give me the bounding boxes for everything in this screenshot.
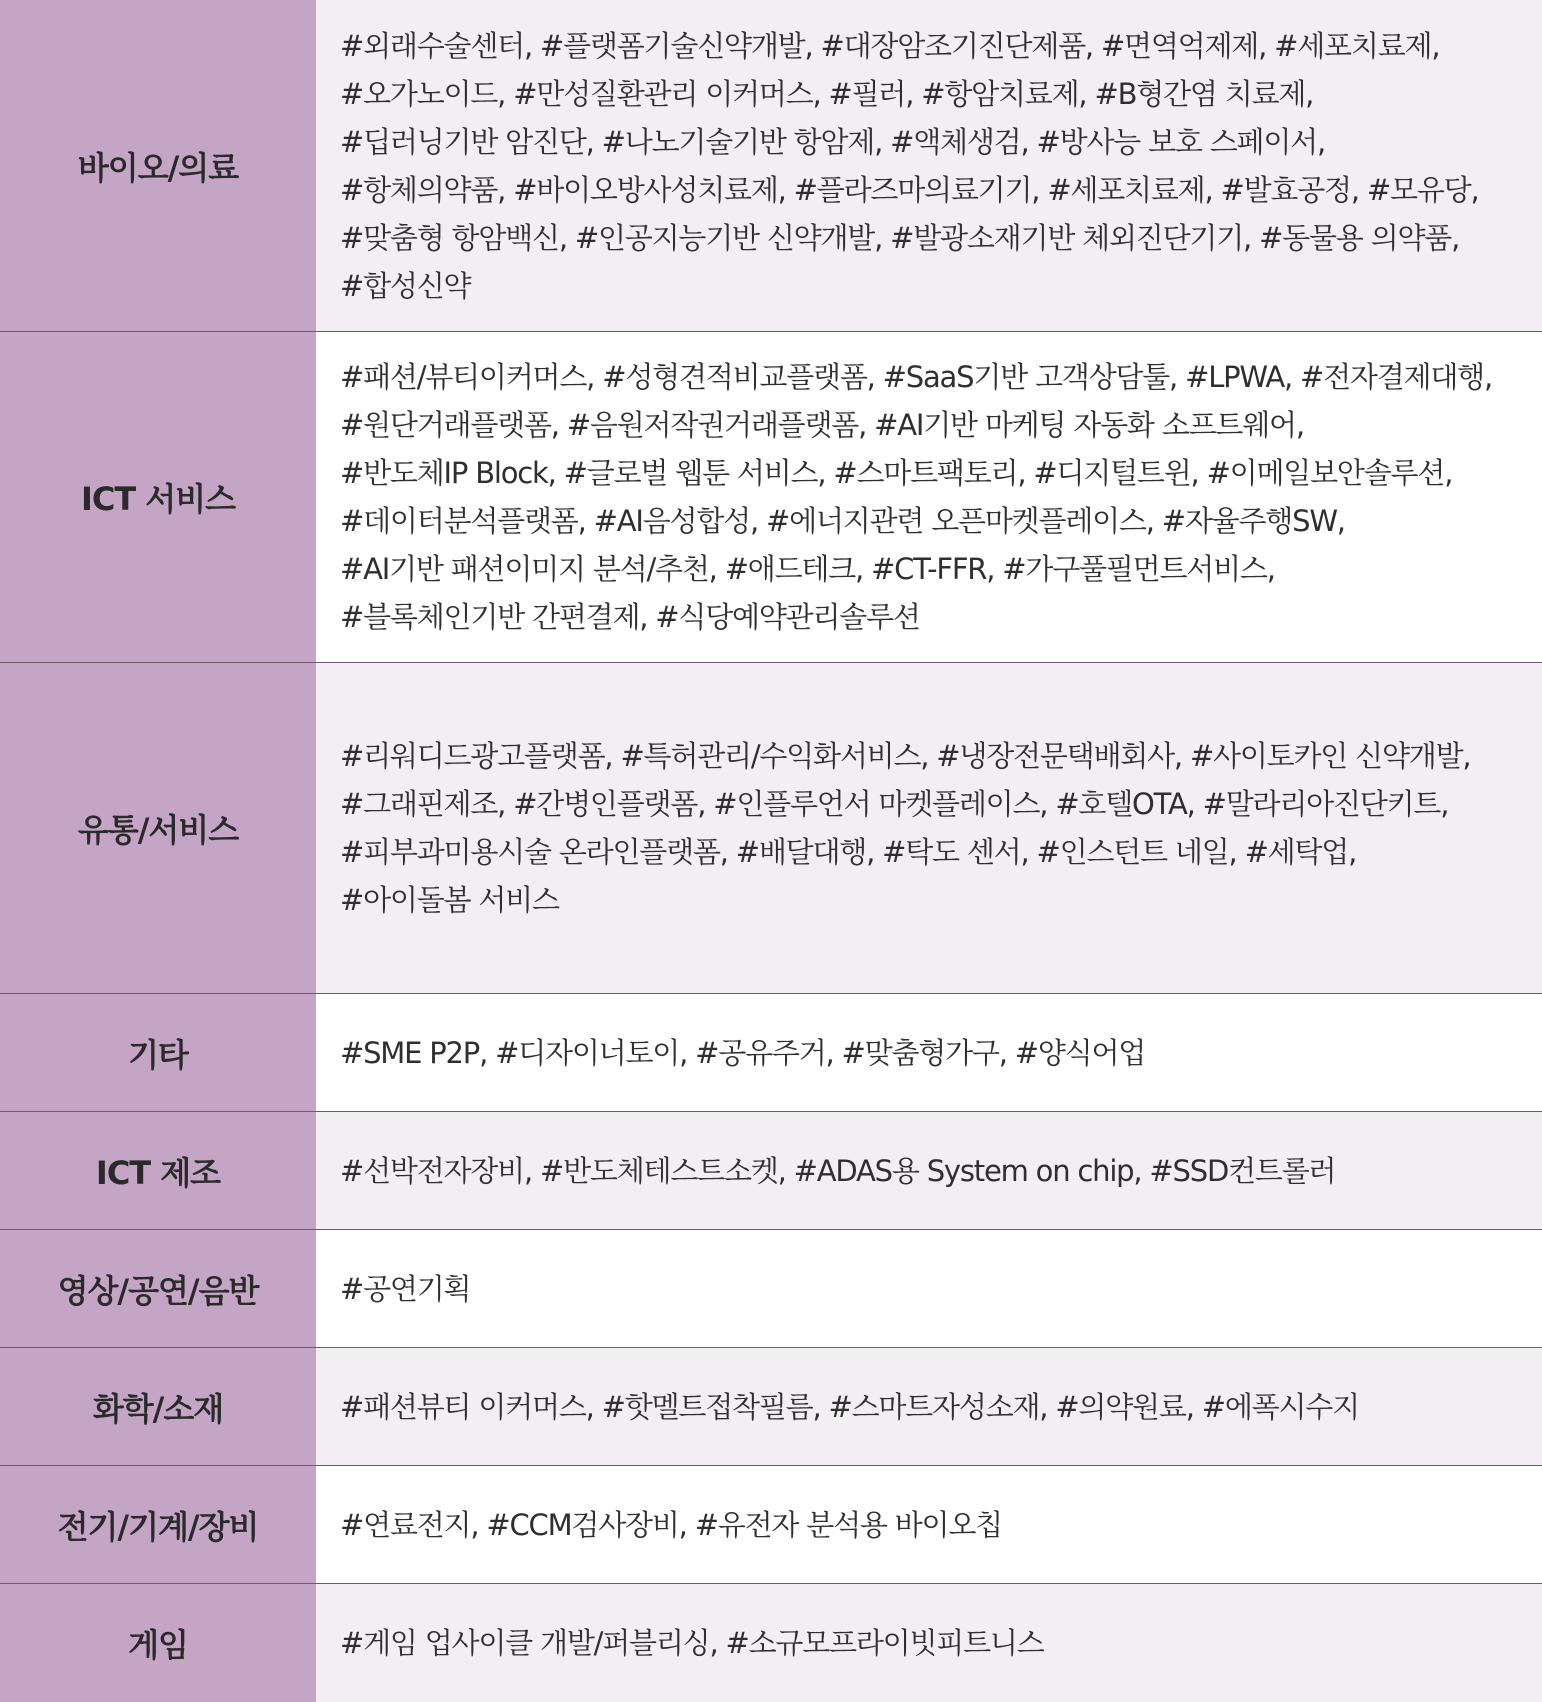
keyword-line: #패션뷰티 이커머스, #핫멜트접착필름, #스마트자성소재, #의약원료, #에폭시수지: [340, 1389, 1359, 1424]
keyword-line: #딥러닝기반 암진단, #나노기술기반 항암제, #액체생검, #방사능 보호 스페이서,: [340, 124, 1326, 159]
table-row: [0, 662, 1542, 993]
keyword-cell: [316, 1112, 1542, 1229]
keyword-line: #피부과미용시술 온라인플랫폼, #배달대행, #탁도 센서, #인스턴트 네일, #세탁업,: [340, 835, 1357, 869]
keyword-line: #데이터분석플랫폼, #AI음성합성, #에너지관련 오픈마켓플레이스, #자율주행SW,: [340, 504, 1345, 538]
keyword-line: #맞춤형 항암백신, #인공지능기반 신약개발, #발광소재기반 체외진단기기, #동물용 의약품,: [340, 220, 1460, 255]
table-row: [0, 993, 1542, 1111]
keyword-cell: [316, 1348, 1542, 1465]
table-row: [0, 331, 1542, 662]
keyword-line: #오가노이드, #만성질환관리 이커머스, #필러, #항암치료제, #B형간염 치료제,: [340, 76, 1314, 111]
keyword-cell: [316, 994, 1542, 1111]
keyword-line: #연료전지, #CCM검사장비, #유전자 분석용 바이오칩: [340, 1507, 1002, 1542]
keyword-line: #게임 업사이클 개발/퍼블리싱, #소규모프라이빗피트니스: [340, 1626, 1044, 1660]
keyword-cell: [316, 332, 1542, 662]
table-row: [0, 1583, 1542, 1702]
keyword-line: #아이돌봄 서비스: [340, 883, 559, 917]
category-cell: ICT 제조: [0, 1112, 316, 1229]
keyword-cell: [316, 1230, 1542, 1347]
keyword-cell: [316, 663, 1542, 993]
category-cell: 화학/소재: [0, 1348, 316, 1465]
category-cell: 영상/공연/음반: [0, 1230, 316, 1347]
keyword-cell: [316, 1584, 1542, 1702]
table-row: [0, 1347, 1542, 1465]
category-cell: 바이오/의료: [0, 0, 316, 331]
category-cell: ICT 서비스: [0, 332, 316, 662]
keyword-line: #합성신약: [340, 268, 471, 303]
keyword-line: #원단거래플랫폼, #음원저작권거래플랫폼, #AI기반 마케팅 자동화 소프트웨어,: [340, 408, 1304, 442]
keyword-line: #외래수술센터, #플랫폼기술신약개발, #대장암조기진단제품, #면역억제제, #세포치료제,: [340, 28, 1440, 63]
table-row: [0, 1465, 1542, 1583]
keyword-line: #패션/뷰티이커머스, #성형견적비교플랫폼, #SaaS기반 고객상담툴, #LPWA, #전자결제대행,: [340, 360, 1492, 394]
keyword-line: #리워디드광고플랫폼, #특허관리/수익화서비스, #냉장전문택배회사, #사이토카인 신약개발,: [340, 739, 1471, 773]
keyword-line: #공연기획: [340, 1271, 471, 1306]
keyword-line: #SME P2P, #디자이너토이, #공유주거, #맞춤형가구, #양식어업: [340, 1035, 1146, 1070]
keyword-line: #선박전자장비, #반도체테스트소켓, #ADAS용 System on chip, #SSD컨트롤러: [340, 1153, 1336, 1188]
category-cell: 게임: [0, 1584, 316, 1702]
keyword-cell: [316, 1466, 1542, 1583]
category-cell: 전기/기계/장비: [0, 1466, 316, 1583]
keyword-cell: [316, 0, 1542, 331]
keyword-line: #그래핀제조, #간병인플랫폼, #인플루언서 마켓플레이스, #호텔OTA, #말라리아진단키트,: [340, 787, 1449, 821]
category-cell: 유통/서비스: [0, 663, 316, 993]
keyword-line: #항체의약품, #바이오방사성치료제, #플라즈마의료기기, #세포치료제, #발효공정, #모유당,: [340, 172, 1479, 207]
category-cell: 기타: [0, 994, 316, 1111]
table-row: [0, 1111, 1542, 1229]
keyword-line: #반도체IP Block, #글로벌 웹툰 서비스, #스마트팩토리, #디지털트윈, #이메일보안솔루션,: [340, 456, 1453, 490]
table-row: [0, 1229, 1542, 1347]
keyword-line: #AI기반 패션이미지 분석/추천, #애드테크, #CT-FFR, #가구풀필먼트서비스,: [340, 552, 1275, 586]
table-row: [0, 0, 1542, 331]
keyword-line: #블록체인기반 간편결제, #식당예약관리솔루션: [340, 600, 920, 634]
